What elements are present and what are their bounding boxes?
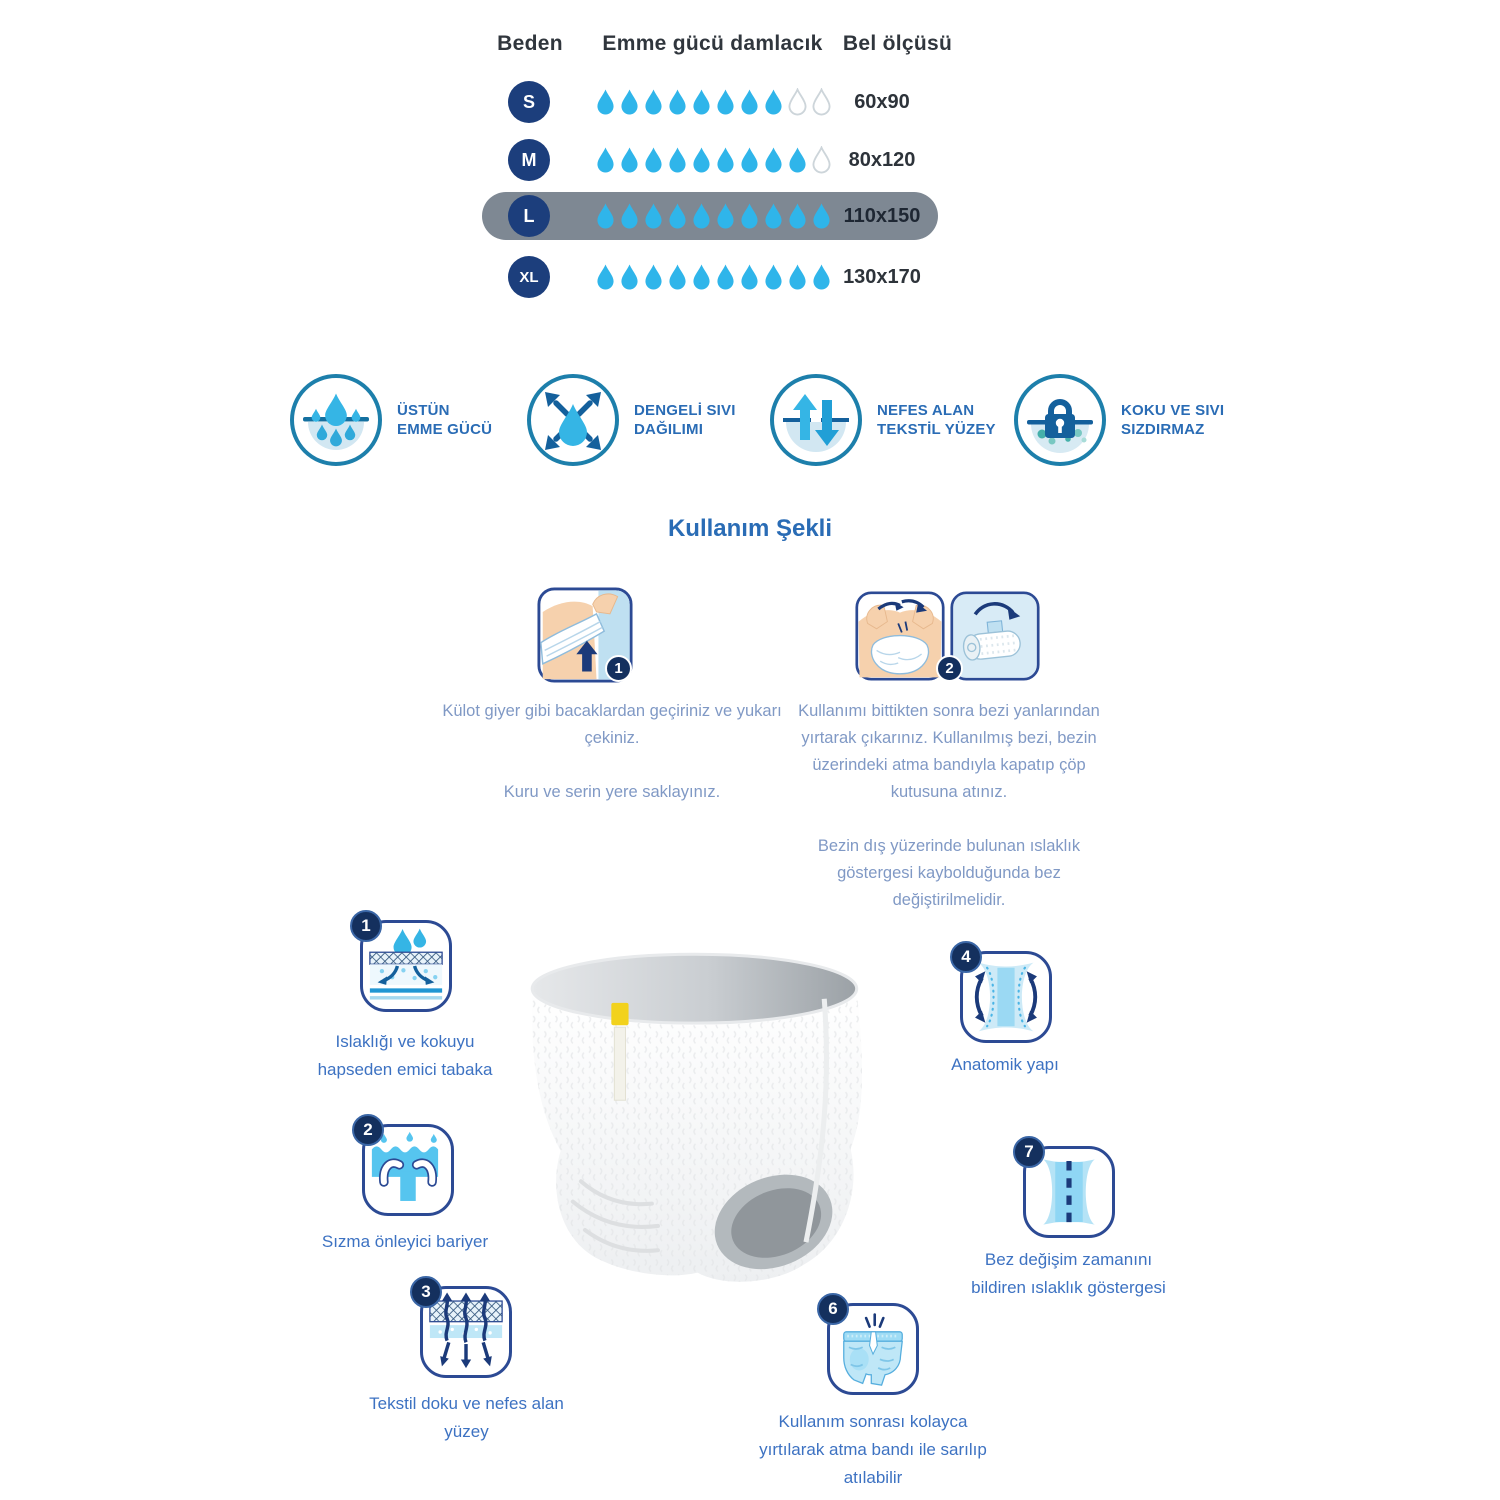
wetness-indicator-tag bbox=[611, 1003, 628, 1025]
absorbency-icon bbox=[290, 374, 382, 466]
feature-label: DENGELİ SIVI DAĞILIMI bbox=[634, 402, 736, 438]
drop-filled-icon bbox=[714, 88, 737, 117]
drop-filled-icon bbox=[786, 146, 809, 175]
textile-surface-icon bbox=[420, 1282, 512, 1378]
size-table-header-waist: Bel ölçüsü bbox=[842, 32, 953, 55]
usage-step1-text bbox=[438, 698, 786, 833]
drop-filled-icon bbox=[738, 263, 761, 292]
drop-filled-icon bbox=[762, 88, 785, 117]
drop-filled-icon bbox=[594, 88, 617, 117]
drop-filled-icon bbox=[666, 263, 689, 292]
callout-label-tear-away: Kullanım sonrası kolayca yırtılarak atma bandı ile sarılıp atılabilir bbox=[759, 1412, 987, 1487]
absorbency-drops bbox=[594, 78, 833, 126]
size-letter: L bbox=[523, 205, 535, 226]
drop-filled-icon bbox=[714, 202, 737, 231]
feature-label: KOKU VE SIVI SIZDIRMAZ bbox=[1121, 402, 1225, 438]
drop-filled-icon bbox=[738, 146, 761, 175]
usage-step1-number: 1 bbox=[605, 655, 632, 682]
drop-filled-icon bbox=[642, 202, 665, 231]
size-row-xl bbox=[482, 253, 938, 301]
size-badge-l bbox=[508, 195, 550, 237]
absorbency-drops bbox=[594, 253, 833, 301]
drop-filled-icon bbox=[666, 146, 689, 175]
size-badge-xl bbox=[508, 256, 550, 298]
drop-filled-icon bbox=[714, 146, 737, 175]
waist-size-value: 80x120 bbox=[848, 148, 916, 171]
drop-filled-icon bbox=[738, 202, 761, 231]
anatomic-shape-icon bbox=[960, 947, 1052, 1043]
drop-filled-icon bbox=[666, 88, 689, 117]
drop-filled-icon bbox=[690, 88, 713, 117]
drop-filled-icon bbox=[642, 88, 665, 117]
step1-paragraph: Külot giyer gibi bacaklardan geçiriniz ve yukarı çekiniz. bbox=[442, 702, 782, 747]
usage-step2-roll-illustration bbox=[950, 588, 1040, 684]
product-photo bbox=[520, 938, 875, 1303]
step2-paragraph: Kullanımı bittikten sonra bezi yanlarından yırtarak çıkarınız. Kullanılmış bezi, bezin üzerindeki atma bandıyla kapatıp çöp kutusuna atınız. bbox=[798, 702, 1100, 801]
drop-filled-icon bbox=[690, 202, 713, 231]
drop-filled-icon bbox=[714, 263, 737, 292]
drop-filled-icon bbox=[618, 263, 641, 292]
absorbency-drops bbox=[594, 136, 833, 184]
drop-filled-icon bbox=[618, 202, 641, 231]
drop-filled-icon bbox=[762, 263, 785, 292]
callout-number-badge: 1 bbox=[350, 910, 382, 942]
callout-number-badge: 3 bbox=[410, 1276, 442, 1308]
drop-filled-icon bbox=[618, 88, 641, 117]
usage-step2-text bbox=[788, 698, 1110, 941]
step2-paragraph: Bezin dış yüzerinde bulunan ıslaklık göstergesi kaybolduğunda bez değiştirilmelidir. bbox=[817, 837, 1081, 909]
size-badge-m bbox=[508, 139, 550, 181]
callout-label-wetness-indicator: Bez değişim zamanını bildiren ıslaklık göstergesi bbox=[971, 1250, 1166, 1297]
feature-fluid-distribution bbox=[527, 374, 784, 466]
size-letter: M bbox=[521, 149, 537, 170]
usage-step2-number: 2 bbox=[936, 655, 963, 682]
size-table-header-size: Beden bbox=[497, 32, 563, 55]
breathable-surface-icon bbox=[770, 374, 862, 466]
usage-step2-tear-illustration bbox=[855, 588, 945, 684]
waist-size-value: 110x150 bbox=[843, 204, 921, 227]
size-table-header-absorbency: Emme gücü damlacık bbox=[602, 32, 823, 55]
callout-label-absorbent-core: Islaklığı ve kokuyu hapseden emici tabaka bbox=[317, 1032, 493, 1079]
feature-absorbency bbox=[290, 374, 547, 466]
size-badge-s bbox=[508, 81, 550, 123]
leak-barrier-icon bbox=[362, 1120, 454, 1216]
waist-size-value: 130x170 bbox=[843, 265, 921, 288]
wetness-indicator-icon bbox=[1023, 1142, 1115, 1238]
feature-label: NEFES ALAN TEKSTİL YÜZEY bbox=[877, 402, 996, 438]
feature-odor-liquid-seal bbox=[1014, 374, 1271, 466]
callout-label-leak-barrier: Sızma önleyici bariyer bbox=[321, 1232, 489, 1251]
drop-filled-icon bbox=[786, 202, 809, 231]
drop-filled-icon bbox=[690, 146, 713, 175]
size-letter: XL bbox=[519, 268, 539, 286]
callout-number-badge: 6 bbox=[817, 1293, 849, 1325]
odor-liquid-seal-icon bbox=[1014, 374, 1106, 466]
drop-filled-icon bbox=[642, 263, 665, 292]
callout-number-badge: 2 bbox=[352, 1114, 384, 1146]
usage-section-title: Kullanım Şekli bbox=[667, 515, 833, 542]
callout-label-anatomic-shape: Anatomik yapı bbox=[951, 1055, 1059, 1074]
waist-size-value: 60x90 bbox=[854, 90, 910, 113]
drop-filled-icon bbox=[594, 146, 617, 175]
drop-filled-icon bbox=[786, 263, 809, 292]
tear-away-icon bbox=[827, 1299, 919, 1395]
drop-filled-icon bbox=[666, 202, 689, 231]
size-letter: S bbox=[522, 91, 535, 112]
feature-breathable-surface bbox=[770, 374, 1027, 466]
callout-number-badge: 7 bbox=[1013, 1136, 1045, 1168]
size-row-l bbox=[482, 192, 938, 240]
size-row-m bbox=[482, 136, 938, 184]
fluid-distribution-icon bbox=[527, 374, 619, 466]
drop-filled-icon bbox=[618, 146, 641, 175]
drop-filled-icon bbox=[690, 263, 713, 292]
drop-filled-icon bbox=[594, 202, 617, 231]
size-row-s bbox=[482, 78, 938, 126]
absorbent-core-icon bbox=[360, 916, 452, 1012]
absorbency-drops bbox=[594, 192, 833, 240]
step1-paragraph: Kuru ve serin yere saklayınız. bbox=[503, 783, 721, 801]
drop-filled-icon bbox=[762, 202, 785, 231]
drop-filled-icon bbox=[762, 146, 785, 175]
drop-filled-icon bbox=[642, 146, 665, 175]
callout-number-badge: 4 bbox=[950, 941, 982, 973]
callout-label-textile-surface: Tekstil doku ve nefes alan yüzey bbox=[369, 1394, 564, 1441]
drop-filled-icon bbox=[594, 263, 617, 292]
drop-filled-icon bbox=[738, 88, 761, 117]
drop-empty-icon bbox=[786, 88, 809, 117]
feature-label: ÜSTÜN EMME GÜCÜ bbox=[397, 402, 493, 438]
